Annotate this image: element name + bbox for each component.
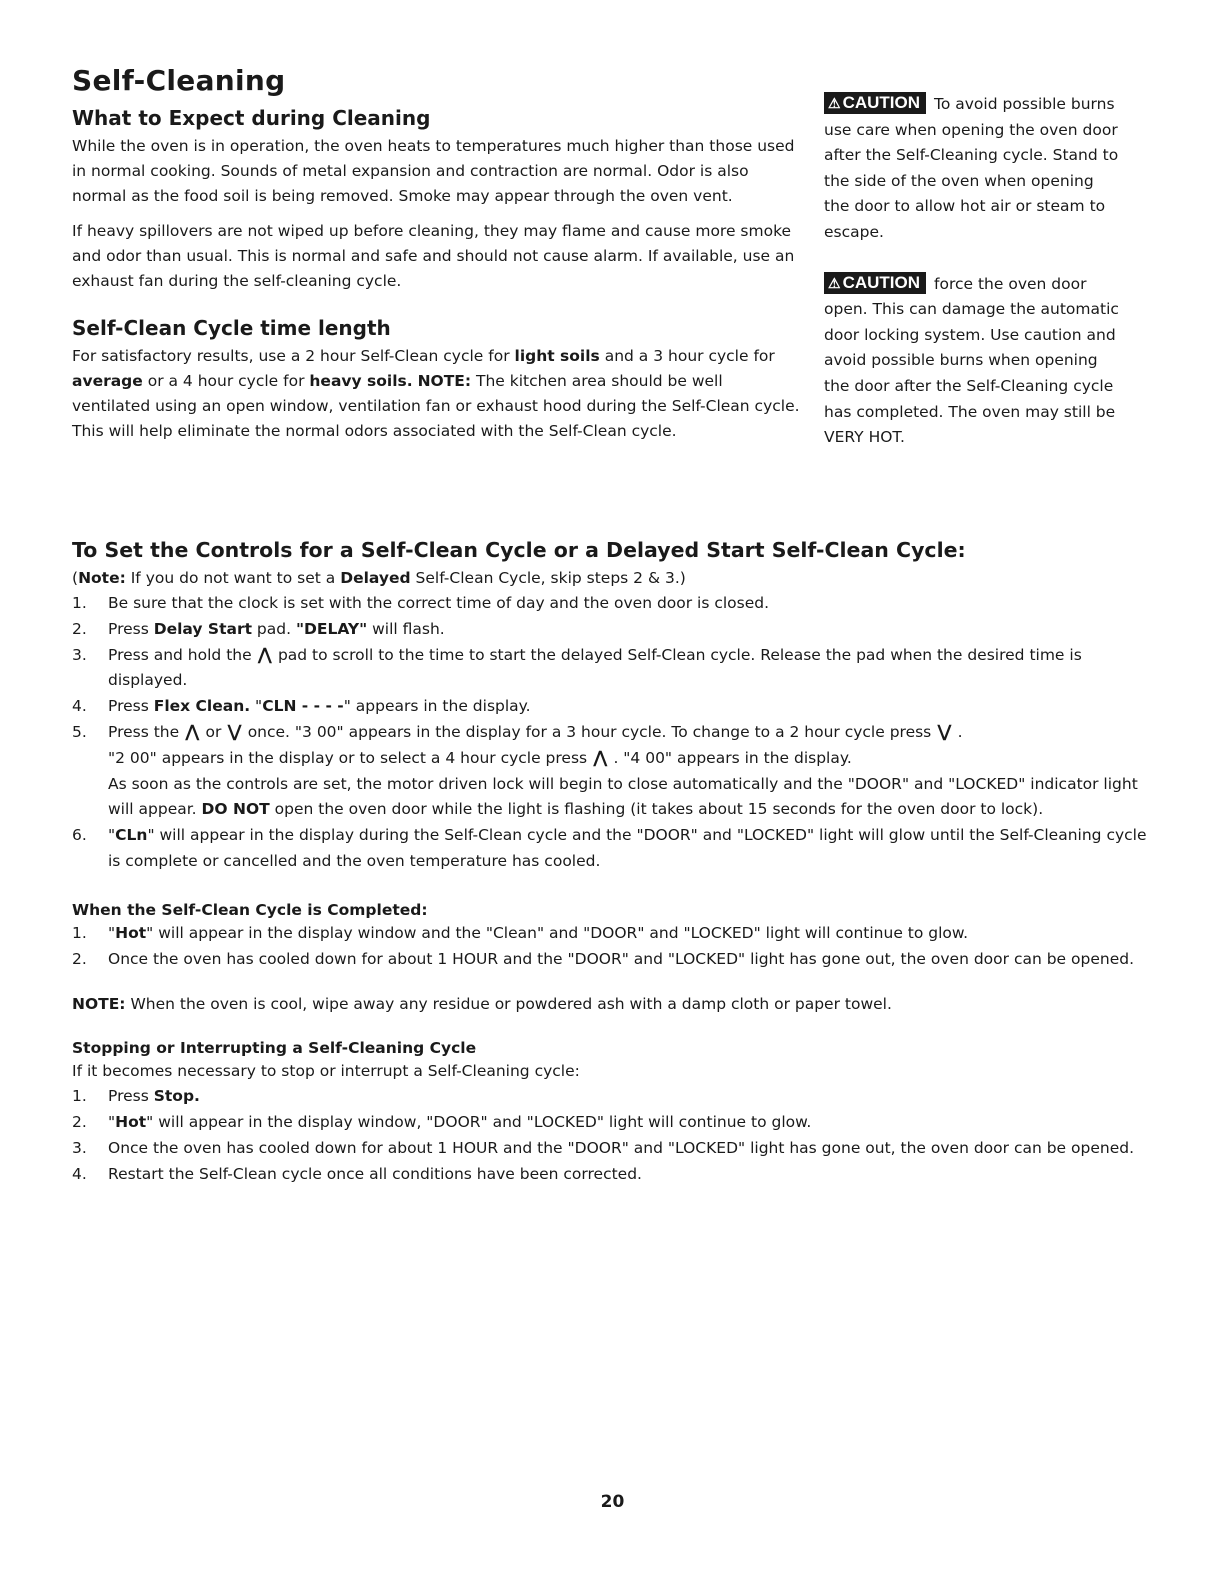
controls-note [72,566,1152,591]
text-run: Once the oven has cooled down for about 1 HOUR and the "DOOR" and "LOCKED" light has gone out, the oven door can be opened. [108,949,1134,968]
bold-run: Delayed [340,569,411,587]
text-run: As soon as the controls are set, the motor driven lock will begin to close automatically and the "DOOR" and "LOCKED" indicator light will appear. [108,774,1138,819]
list-item [72,1162,1152,1188]
step-number: 2. [72,1113,87,1132]
text-run: and a 3 hour cycle for [599,347,775,365]
bold-run: Delay Start [153,619,252,638]
step-number: 5. [72,722,87,741]
controls-steps [72,591,1152,875]
text-run: The kitchen area should be well ventilated using an open window, ventilation fan or exhaust hood during the Self-Clean cycle. This will help eliminate the normal odors associated with the Self-Clean cycle. [72,372,800,440]
caution-badge [824,272,926,294]
page-number: 20 [600,1492,625,1512]
text-run: For satisfactory results, use a 2 hour Self-Clean cycle for [72,347,515,365]
warning-triangle-icon: ⚠ [828,95,841,111]
bold-run: average [72,372,143,390]
stopping-heading: Stopping or Interrupting a Self-Cleaning Cycle [72,1039,477,1058]
step-number: 3. [72,645,87,664]
step-number: 4. [72,1164,87,1183]
bold-run: heavy soils. [309,372,413,390]
list-item [72,643,1152,695]
list-item [72,823,1152,875]
text-run: or a 4 hour cycle for [142,372,310,390]
caution-label: CAUTION [842,272,921,292]
controls-section [72,538,1152,1188]
time-length-heading: Self-Clean Cycle time length [72,316,391,340]
caution-badge [824,92,926,114]
step-number: 1. [72,594,87,612]
text-run: Press [108,1087,154,1106]
text-run: " will appear in the display during the Self-Clean cycle and the "DOOR" and "LOCKED" light will glow until the Self-Cleaning cycle is complete or cancelled and the oven temperature has cooled. [108,826,1147,870]
bold-run: CLn [115,826,148,845]
step-number: 1. [72,923,87,942]
stopping-steps [72,1084,1152,1187]
text-run: . "4 00" appears in the display. [613,748,852,767]
step-number: 3. [72,1138,87,1157]
step-number: 4. [72,697,87,716]
text-run: If you do not want to set a [125,569,341,587]
intro-column [72,106,802,454]
warning-triangle-icon: ⚠ [828,274,841,291]
caution-column [824,92,1124,477]
bold-run: Stop. [153,1087,200,1106]
text-run: or [205,722,222,741]
down-arrow-pad-icon: ⋁ [937,721,952,742]
text-run: ( [72,569,79,587]
list-item [72,1110,1152,1136]
list-item [72,921,1152,947]
page-title: Self-Cleaning [72,64,286,97]
stopping-intro: If it becomes necessary to stop or interrupt a Self-Cleaning cycle: [72,1062,580,1081]
up-arrow-pad-icon: ⋀ [257,644,272,665]
text-run: Press [108,619,154,638]
completed-section [72,901,1152,973]
text-run: Press the [108,722,180,741]
down-arrow-pad-icon: ⋁ [227,721,242,742]
text-run: " will appear in the display window, "DOOR" and "LOCKED" light will continue to glow. [146,1113,812,1132]
stopping-section [72,1039,1152,1187]
step-number: 1. [72,1087,87,1106]
up-arrow-pad-icon: ⋀ [185,721,200,742]
final-note [72,992,1152,1017]
text-run: . [957,722,963,741]
text-run: open the oven door while the light is flashing (it takes about 15 seconds for the oven door to lock). [269,800,1044,819]
text-run: Press [108,697,154,716]
step-number: 6. [72,826,87,845]
bold-run: "DELAY" [295,619,368,638]
step-number: 2. [72,619,87,638]
caution-label: CAUTION [842,93,921,112]
bold-run: Note: [78,569,126,587]
caution-block-1 [824,92,1124,246]
list-item [72,947,1152,973]
completed-heading: When the Self-Clean Cycle is Completed: [72,900,428,919]
time-length-paragraph [72,344,802,444]
text-run: " [108,826,116,845]
step-number: 2. [72,949,87,968]
bold-run: Hot [115,923,147,942]
text-run: once. "3 00" appears in the display for a 3 hour cycle. To change to a 2 hour cycle press [247,722,932,741]
completed-steps [72,921,1152,973]
caution-block-2 [824,272,1124,451]
bold-run: NOTE: [72,995,126,1014]
expect-paragraph-1: While the oven is in operation, the oven heats to temperatures much higher than those used in normal cooking. Sounds of metal expansion and contraction are normal. Odor is also normal as the food soil is being removed. Smoke may appear through the oven vent. [72,137,795,205]
list-item [72,694,1152,720]
controls-heading: To Set the Controls for a Self-Clean Cycle or a Delayed Start Self-Clean Cycle: [72,538,966,562]
list-item [72,591,1152,617]
expect-heading: What to Expect during Cleaning [72,106,431,130]
text-run: When the oven is cool, wipe away any residue or powdered ash with a damp cloth or paper towel. [125,995,892,1014]
text-run: Once the oven has cooled down for about 1 HOUR and the "DOOR" and "LOCKED" light has gone out, the oven door can be opened. [108,1138,1134,1157]
text-run: pad. [252,619,296,638]
text-run: " [250,697,263,716]
bold-run: Flex Clean. [153,697,251,716]
list-item [72,1136,1152,1162]
up-arrow-pad-icon: ⋀ [593,747,608,768]
text-run: Be sure that the clock is set with the correct time of day and the oven door is closed. [108,594,770,612]
text-run: Press and hold the [108,645,252,664]
bold-run: DO NOT [201,800,270,819]
bold-run: Hot [115,1113,147,1132]
list-item [72,1084,1152,1110]
text-run: will flash. [367,619,445,638]
caution-text: force the oven door open. This can damage the automatic door locking system. Use caution and avoid possible burns when opening the door after the Self-Cleaning cycle has completed. The oven may still be VERY HOT. [824,274,1119,447]
list-item [72,617,1152,643]
text-run: Restart the Self-Clean cycle once all conditions have been corrected. [108,1164,642,1183]
list-item [72,720,1152,823]
bold-run: NOTE: [417,372,472,390]
text-run: " appears in the display. [343,697,531,716]
bold-run: CLN - - - - [262,697,344,716]
text-run: " will appear in the display window and the "Clean" and "DOOR" and "LOCKED" light will continue to glow. [146,923,969,942]
expect-paragraph-2: If heavy spillovers are not wiped up before cleaning, they may flame and cause more smoke and odor than usual. This is normal and safe and should not cause alarm. If available, use an exhaust fan during the self-cleaning cycle. [72,222,795,290]
caution-text: To avoid possible burns use care when opening the oven door after the Self-Cleaning cycle. Stand to the side of the oven when opening the door to allow hot air or steam to escape. [824,95,1119,241]
bold-run: light soils [514,347,600,365]
text-run: " [108,923,116,942]
text-run: "2 00" appears in the display or to select a 4 hour cycle press [108,748,588,767]
text-run: Self-Clean Cycle, skip steps 2 & 3.) [410,569,686,587]
text-run: pad to scroll to the time to start the delayed Self-Clean cycle. Release the pad when the desired time is displayed. [108,645,1082,690]
text-run: " [108,1113,116,1132]
